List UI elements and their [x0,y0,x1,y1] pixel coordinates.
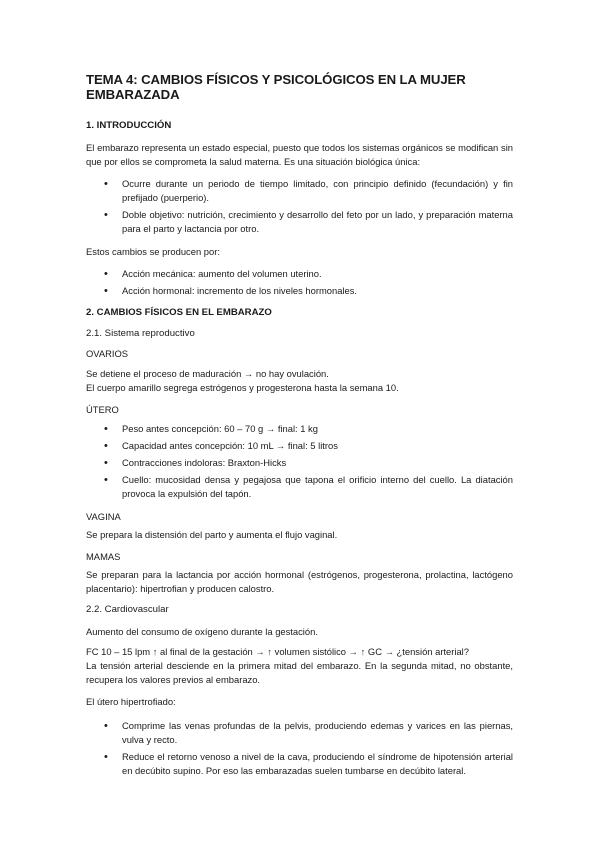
mamas-text: Se preparan para la lactancia por acción hormonal (estrógenos, progesterona, prolactina, lactógeno placentario): hipertrofian y producen calostro. [86,569,513,594]
intro-paragraph: El embarazo representa un estado especial, puesto que todos los sistemas orgánicos se modifican sin que por ellos se comprometa la salud materna. Es una situación biológica única: [86,142,513,167]
subsection-heading-reproductivo: 2.1. Sistema reproductivo [86,328,195,339]
subsection-heading-cardiovascular: 2.2. Cardiovascular [86,604,169,615]
section-heading-cambios-fisicos: 2. CAMBIOS FÍSICOS EN EL EMBARAZO [86,307,272,318]
cardio-block [86,645,513,687]
utero-hipertrofiado-label: El útero hipertrofiado: [86,696,176,707]
section-heading-introduccion: 1. INTRODUCCIÓN [86,120,172,131]
vagina-label: VAGINA [86,511,121,522]
document-title: TEMA 4: CAMBIOS FÍSICOS Y PSICOLÓGICOS EN LA MUJER EMBARAZADA [86,72,466,102]
list-item: • Acción hormonal: incremento de los niveles hormonales. [122,284,513,298]
cardio-paragraph: La tensión arterial desciende en la primera mitad del embarazo. En la segunda mitad, no obstante, recupera los valores previos al embarazo. [86,660,513,685]
utero-label: ÚTERO [86,404,119,415]
list-item: • Doble objetivo: nutrición, crecimiento y desarrollo del feto por un lado, y preparación materna para el parto y lactancia por otro. [122,208,513,236]
list-item: • Contracciones indoloras: Braxton-Hicks [122,456,513,470]
mamas-label: MAMAS [86,551,121,562]
ovarios-line: El cuerpo amarillo segrega estrógenos y progesterona hasta la semana 10. [86,382,399,393]
list-item: • Ocurre durante un periodo de tiempo limitado, con principio definido (fecundación) y fin prefijado (puerperio). [122,177,513,205]
utero-hipertrofiado-bullet-list [86,719,513,778]
list-item: • Acción mecánica: aumento del volumen uterino. [122,267,513,281]
ovarios-lines [86,367,513,395]
cardio-line-fc: FC 10 – 15 lpm ↑ al final de la gestación → ↑ volumen sistólico → ↑ GC → ¿tensión arterial? [86,646,469,657]
cambios-bullet-list [86,267,513,298]
list-item: • Peso antes concepción: 60 – 70 g → final: 1 kg [122,422,513,436]
ovarios-line: Se detiene el proceso de maduración → no hay ovulación. [86,368,329,379]
cardio-line-oxigeno: Aumento del consumo de oxígeno durante la gestación. [86,626,318,637]
list-item: • Cuello: mucosidad densa y pegajosa que tapona el orificio interno del cuello. La diatación provoca la expulsión del tapón. [122,473,513,501]
intro-bullet-list [86,177,513,236]
utero-bullet-list [86,422,513,501]
list-item: • Comprime las venas profundas de la pelvis, produciendo edemas y varices en las piernas, vulva y recto. [122,719,513,747]
cambios-intro: Estos cambios se producen por: [86,246,220,257]
vagina-text: Se prepara la distensión del parto y aumenta el flujo vaginal. [86,529,338,540]
list-item: • Capacidad antes concepción: 10 mL → final: 5 litros [122,439,513,453]
list-item: • Reduce el retorno venoso a nivel de la cava, produciendo el síndrome de hipotensión arterial en decúbito supino. Por eso las embarazadas suelen tumbarse en decúbito lateral. [122,750,513,778]
ovarios-label: OVARIOS [86,348,129,359]
